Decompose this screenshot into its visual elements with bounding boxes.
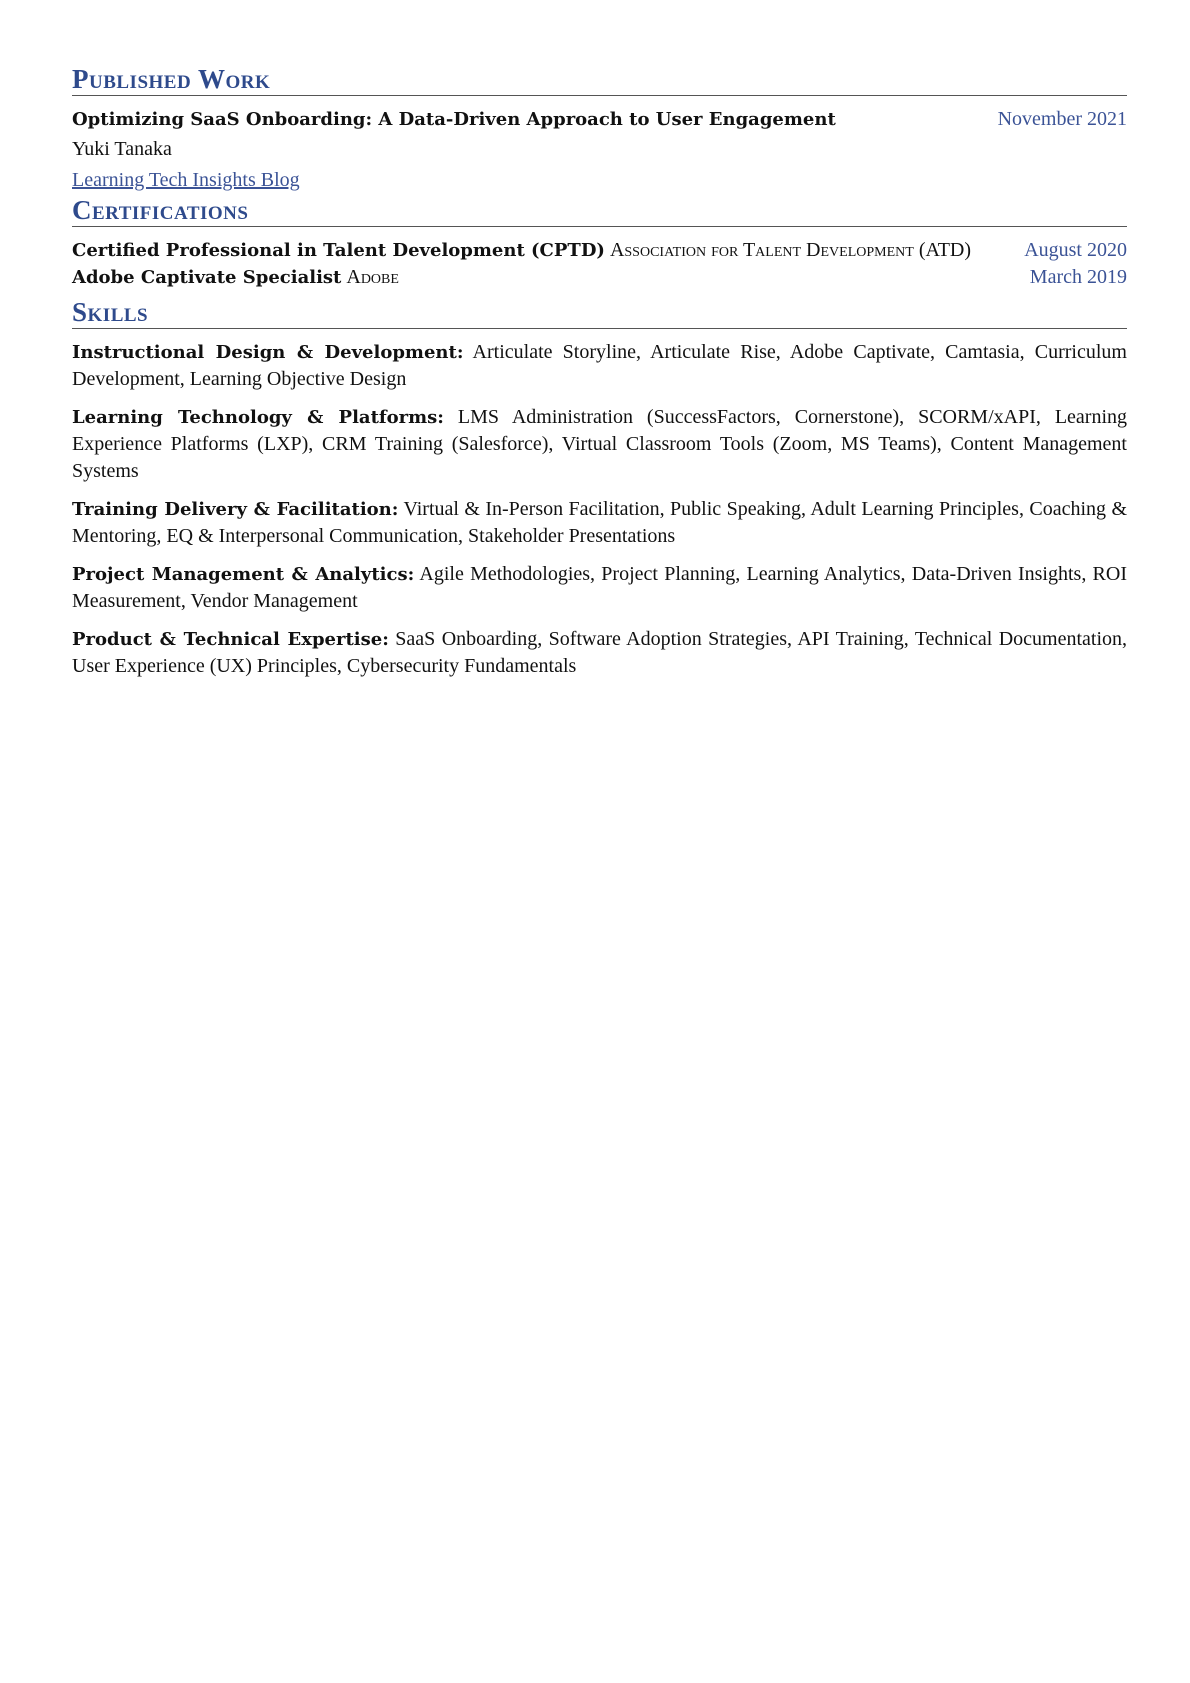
certification-issuer: Association for Talent Development [609,239,914,261]
certifications-heading: Certifications [72,195,1127,227]
certification-date: August 2020 [1024,239,1127,261]
skill-label: Instructional Design & Development: [72,342,464,363]
certification-date: March 2019 [1029,266,1127,288]
published-work-heading: Published Work [72,64,1127,96]
certification-text [72,264,413,291]
publication-author: Yuki Tanaka [72,138,172,160]
skill-entry [72,561,1127,615]
publication-title-row [72,106,1127,133]
publication-date: November 2021 [997,108,1127,130]
certification-entry [72,237,1127,264]
skill-label: Product & Technical Expertise: [72,629,389,650]
skill-text: Articulate Storyline, Articulate Rise, Adobe Captivate, Camtasia, Curriculum Development, Learning Objective Design [72,341,1127,390]
skill-entry [72,496,1127,550]
certification-issuer: Adobe [346,266,399,288]
skill-label: Training Delivery & Facilitation: [72,499,399,520]
certification-entry [72,264,1127,291]
skill-text: Virtual & In-Person Facilitation, Public Speaking, Adult Learning Principles, Coaching & Mentoring, EQ & Interpersonal Communication, Stakeholder Presentations [72,498,1128,547]
certification-name: Adobe Captivate Specialist [72,267,342,288]
certification-name: Certified Professional in Talent Development (CPTD) [72,240,605,261]
skills-section [72,297,1127,680]
certification-text [72,237,985,264]
certifications-section [72,195,1127,297]
skill-entry [72,404,1127,485]
skill-entry [72,626,1127,680]
skill-entry [72,339,1127,393]
skill-text: SaaS Onboarding, Software Adoption Strategies, API Training, Technical Documentation, User Experience (UX) Principles, Cybersecurity Fundamentals [72,628,1127,677]
skill-label: Project Management & Analytics: [72,564,415,585]
publication-venue-link[interactable]: Learning Tech Insights Blog [72,169,300,191]
publication-entry [72,106,1127,195]
skill-text: Agile Methodologies, Project Planning, Learning Analytics, Data-Driven Insights, ROI Measurement, Vendor Management [72,563,1128,612]
resume-page [72,64,1127,691]
skill-label: Learning Technology & Platforms: [72,407,444,428]
certification-issuer-suffix: (ATD) [918,239,972,261]
publication-title: Optimizing SaaS Onboarding: A Data-Driven Approach to User Engagement [72,109,836,130]
published-work-section [72,64,1127,195]
skill-text: LMS Administration (SuccessFactors, Cornerstone), SCORM/xAPI, Learning Experience Platforms (LXP), CRM Training (Salesforce), Virtual Classroom Tools (Zoom, MS Teams), Content Management Systems [72,406,1128,482]
skills-heading: Skills [72,297,1127,329]
